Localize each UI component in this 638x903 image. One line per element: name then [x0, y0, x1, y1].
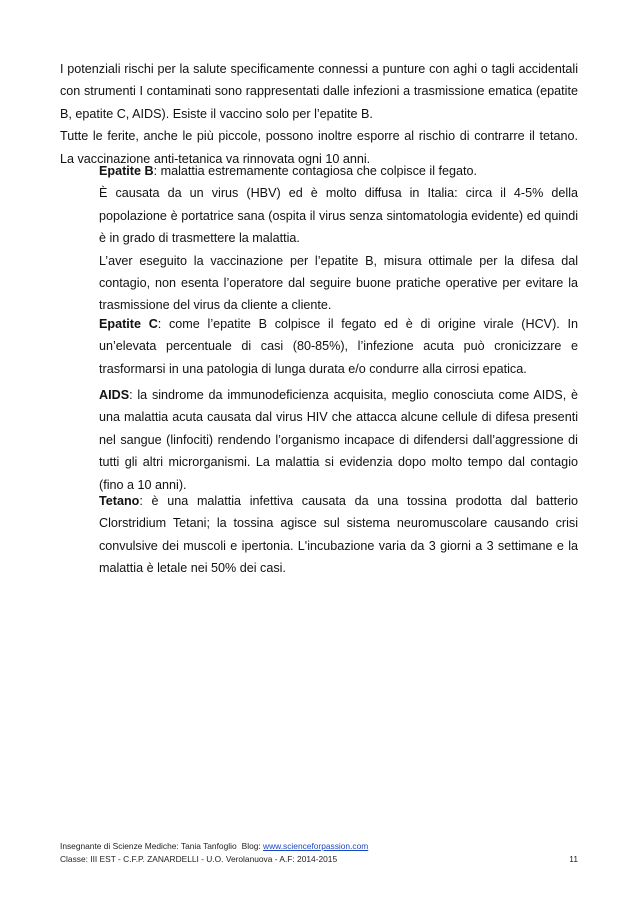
intro-paragraph-1: I potenziali rischi per la salute specificamente connessi a punture con aghi o tagli accidentali con strumenti I contaminati sono rappresentati dalle infezioni a trasmissione ematica (epatite B, epatite C, AIDS). Esiste il vaccino solo per l’epatite B.: [60, 62, 578, 121]
term-tetano: Tetano: [99, 494, 140, 508]
intro-paragraph-2: Tutte le ferite, anche le più piccole, possono inoltre esporre al rischio di contrarre il tetano. La vaccinazione anti-tetanica va rinnovata ogni 10 anni.: [60, 129, 578, 166]
footer-blog-label: Blog:: [241, 841, 261, 851]
section-epatite-c: [99, 313, 578, 380]
intro-block: [60, 58, 578, 170]
epatite-b-intro: [99, 160, 578, 182]
tetano-definition: : è una malattia infettiva causata da una tossina prodotta dal batterio Clorstridium Tetani; la tossina agisce sul sistema neuromuscolare causando crisi convulsive dei muscoli e ipertonia. L'incubazione varia da 3 giorni a 3 settimane e la malattia è letale nei 50% dei casi.: [99, 494, 578, 576]
epatite-c-paragraph: [99, 313, 578, 380]
term-epatite-b: Epatite B: [99, 164, 154, 178]
section-aids: [99, 384, 578, 496]
aids-paragraph: [99, 384, 578, 496]
footer-line-1: [60, 840, 578, 853]
aids-definition: : la sindrome da immunodeficienza acquisita, meglio conosciuta come AIDS, è una malattia acuta causata dal virus HIV che attacca alcune cellule di difesa presenti nel sangue (linfociti) rendendo l’organismo incapace di difendersi dall’aggressione di tutti gli altri microrganismi. La malattia si evidenzia dopo molto tempo dal contagio (fino a 10 anni).: [99, 388, 578, 492]
page-footer: [60, 840, 578, 866]
footer-blog-link[interactable]: www.scienceforpassion.com: [263, 841, 369, 851]
footer-line-2: [60, 853, 578, 866]
epatite-c-definition: : come l’epatite B colpisce il fegato ed è di origine virale (HCV). In un’elevata percentuale di casi (80-85%), l’infezione acuta può cronicizzare e trasformarsi in una patologia di lunga durata e/o condurre alla cirrosi epatica.: [99, 317, 578, 376]
epatite-b-paragraph-3: L’aver eseguito la vaccinazione per l’epatite B, misura ottimale per la difesa dal contagio, non esenta l’operatore dal seguire buone pratiche operative per evitare la trasmissione del virus da cliente a cliente.: [99, 253, 578, 313]
page-number: 11: [569, 854, 578, 864]
footer-teacher: Insegnante di Scienze Mediche: Tania Tanfoglio: [60, 841, 237, 851]
epatite-b-paragraph-2: È causata da un virus (HBV) ed è molto diffusa in Italia: circa il 4-5% della popolazione è portatrice sana (ospita il virus senza sintomatologia evidente) ed quindi è in grado di trasmettere la malattia.: [99, 186, 578, 246]
tetano-paragraph: [99, 490, 578, 580]
footer-class-info: Classe: III EST - C.F.P. ZANARDELLI - U.O. Verolanuova - A.F: 2014-2015: [60, 854, 338, 864]
section-tetano: [99, 490, 578, 580]
epatite-b-definition: : malattia estremamente contagiosa che colpisce il fegato.: [153, 164, 478, 178]
term-epatite-c: Epatite C: [99, 317, 158, 331]
term-aids: AIDS: [99, 388, 130, 402]
section-epatite-b: [99, 160, 578, 317]
